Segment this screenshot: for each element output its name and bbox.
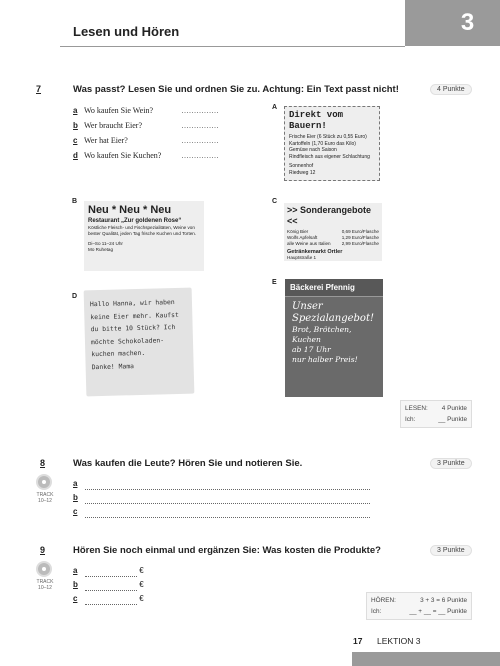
question-letter: b bbox=[73, 121, 78, 130]
card-a-line: Kartoffeln (1,70 Euro das Kilo) bbox=[289, 140, 356, 147]
score-box-hoeren bbox=[366, 592, 472, 620]
question-row bbox=[73, 118, 219, 133]
answer-row bbox=[73, 491, 370, 504]
card-a-label: A bbox=[272, 104, 278, 111]
note-line: Danke! Mama bbox=[91, 361, 135, 371]
card-b-restaurant: Restaurant „Zur goldenen Rose“ bbox=[88, 218, 182, 224]
price-line[interactable] bbox=[85, 568, 137, 577]
product-name: Wolfs Apfelsaft bbox=[287, 235, 318, 240]
question-text: Wer hat Eier? bbox=[84, 136, 128, 145]
euro-symbol: € bbox=[139, 580, 144, 589]
track-label: TRACK bbox=[36, 492, 54, 498]
question-letter: d bbox=[73, 151, 78, 160]
card-e-body bbox=[285, 297, 383, 369]
track-range: 10–12 bbox=[38, 498, 52, 504]
card-d-label: D bbox=[72, 293, 78, 300]
answer-row bbox=[73, 477, 370, 490]
question-row bbox=[73, 103, 219, 118]
question-text: Wo kaufen Sie Kuchen? bbox=[84, 151, 162, 160]
card-a-address: Riedweg 12 bbox=[289, 169, 316, 176]
chapter-badge: 3 bbox=[405, 0, 500, 46]
card-a-title: Direkt vom Bauern! bbox=[289, 110, 344, 131]
answer-letter: b bbox=[73, 580, 78, 589]
score-label: Ich: bbox=[405, 416, 416, 423]
exercise-8-number: 8 bbox=[40, 458, 46, 468]
exercise-8-title: Was kaufen die Leute? Hören Sie und notieren Sie. bbox=[73, 458, 303, 469]
euro-symbol: € bbox=[139, 594, 144, 603]
card-e-line: ab 17 Uhr bbox=[292, 345, 331, 354]
product-price: 1,29 Euro/Flasche bbox=[341, 235, 379, 240]
track-label: TRACK bbox=[36, 579, 54, 585]
answer-line[interactable] bbox=[85, 495, 370, 504]
exercise-7-title: Was passt? Lesen Sie und ordnen Sie zu. Achtung: Ein Text passt nicht! bbox=[73, 84, 399, 95]
note-line: möchte Schokoladen- bbox=[90, 335, 165, 346]
euro-symbol: € bbox=[139, 566, 144, 575]
card-a-farm-name: Sonnenhof bbox=[289, 163, 314, 169]
price-answer-row bbox=[73, 578, 144, 591]
product-price: 0,69 Euro/Flasche bbox=[341, 229, 379, 234]
product-price: 2,99 Euro/Flasche bbox=[341, 241, 379, 246]
answer-letter: b bbox=[73, 493, 78, 502]
card-e-title: Bäckerei Pfennig bbox=[285, 279, 383, 297]
card-d-handwritten-note bbox=[84, 288, 195, 397]
question-letter: a bbox=[73, 106, 78, 115]
exercise-7-points: 4 Punkte bbox=[430, 84, 472, 95]
answer-letter: a bbox=[73, 566, 78, 575]
price-answer-row bbox=[73, 592, 144, 605]
card-e-line: nur halber Preis! bbox=[292, 355, 358, 364]
footer-bar bbox=[352, 652, 500, 666]
note-line: Hallo Hanna, wir haben bbox=[89, 298, 175, 309]
note-line: kuchen machen. bbox=[91, 348, 146, 359]
score-label: LESEN: bbox=[405, 405, 428, 412]
card-c-drinks-ad bbox=[284, 203, 382, 261]
card-b-hours: Di–So 11–24 Uhr bbox=[88, 241, 123, 246]
track-range: 10–12 bbox=[38, 585, 52, 591]
price-answer-row bbox=[73, 564, 144, 577]
answer-letter: c bbox=[73, 594, 78, 603]
card-e-line: Kuchen bbox=[292, 335, 321, 344]
score-value: 4 Punkte bbox=[441, 405, 467, 412]
card-a-line: Frische Eier (6 Stück zu 0,55 Euro) bbox=[289, 134, 367, 140]
score-value: __ Punkte bbox=[438, 416, 467, 423]
cd-icon bbox=[36, 474, 52, 490]
card-e-line: Brot, Brötchen, bbox=[292, 325, 352, 334]
product-name: alle Weine aus Italien bbox=[287, 241, 331, 246]
card-c-market: Getränkemarkt Ortler bbox=[287, 249, 343, 255]
card-a-line: Rindfleisch aus eigener Schlachtung bbox=[289, 153, 370, 160]
page-title: Lesen und Hören bbox=[73, 24, 180, 39]
question-text: Wo kaufen Sie Wein? bbox=[84, 106, 153, 115]
card-b-closed: Mo Ruhetag bbox=[88, 247, 114, 252]
question-text: Wer braucht Eier? bbox=[84, 121, 142, 130]
question-row bbox=[73, 133, 219, 148]
question-letter: c bbox=[73, 136, 78, 145]
answer-blank[interactable]: …………… bbox=[181, 106, 219, 115]
note-line: keine Eier mehr. Kaufst bbox=[90, 310, 179, 321]
score-value: 3 + 3 = 6 Punkte bbox=[420, 597, 467, 604]
answer-line[interactable] bbox=[85, 509, 370, 518]
exercise-9-title: Hören Sie noch einmal und ergänzen Sie: Was kosten die Produkte? bbox=[73, 545, 381, 556]
answer-line[interactable] bbox=[85, 481, 370, 490]
exercise-7-questions bbox=[73, 103, 219, 163]
header-rule bbox=[60, 46, 405, 47]
card-b-title: Neu * Neu * Neu bbox=[88, 204, 172, 216]
answer-blank[interactable]: …………… bbox=[181, 121, 219, 130]
score-box-lesen bbox=[400, 400, 472, 428]
card-e-line: Unser bbox=[292, 301, 323, 312]
price-line[interactable] bbox=[85, 582, 137, 591]
answer-letter: a bbox=[73, 479, 78, 488]
cd-icon bbox=[36, 561, 52, 577]
answer-letter: c bbox=[73, 507, 78, 516]
card-c-label: C bbox=[272, 198, 278, 205]
price-line[interactable] bbox=[85, 596, 137, 605]
card-c-street: Hauptstraße 1 bbox=[287, 255, 317, 260]
track-info bbox=[32, 492, 58, 504]
card-b-description: Köstliche Fleisch- und Fischspezialitäten, Weine von bester Qualität, jeden Tag frische Kuchen und Torten. bbox=[88, 225, 197, 236]
score-label: Ich: bbox=[371, 608, 382, 615]
score-label: HÖREN: bbox=[371, 597, 396, 604]
product-name: König Bier bbox=[287, 229, 309, 234]
note-line: du bitte 10 Stück? Ich bbox=[90, 323, 176, 334]
exercise-8-points: 3 Punkte bbox=[430, 458, 472, 469]
card-c-title: >> Sonderangebote << bbox=[287, 205, 372, 226]
exercise-9-number: 9 bbox=[40, 545, 46, 555]
card-a-line: Gemüse nach Saison bbox=[289, 147, 337, 153]
answer-blank[interactable]: …………… bbox=[181, 151, 219, 160]
card-e-label: E bbox=[272, 279, 277, 286]
score-value: __ + __ = __ Punkte bbox=[409, 608, 467, 615]
card-b-label: B bbox=[72, 198, 78, 205]
exercise-9-points: 3 Punkte bbox=[430, 545, 472, 556]
card-e-line: Spezialangebot! bbox=[292, 313, 374, 324]
exercise-7-number: 7 bbox=[36, 84, 42, 94]
lesson-label: LEKTION 3 bbox=[377, 636, 421, 646]
card-a-farm-ad bbox=[284, 106, 380, 181]
page-number: 17 bbox=[353, 636, 363, 646]
answer-blank[interactable]: …………… bbox=[181, 136, 219, 145]
card-b-restaurant-ad bbox=[84, 201, 204, 271]
question-row bbox=[73, 148, 219, 163]
card-e-bakery-board bbox=[285, 279, 383, 397]
answer-row bbox=[73, 505, 370, 518]
track-info bbox=[32, 579, 58, 591]
price-row bbox=[287, 241, 379, 247]
